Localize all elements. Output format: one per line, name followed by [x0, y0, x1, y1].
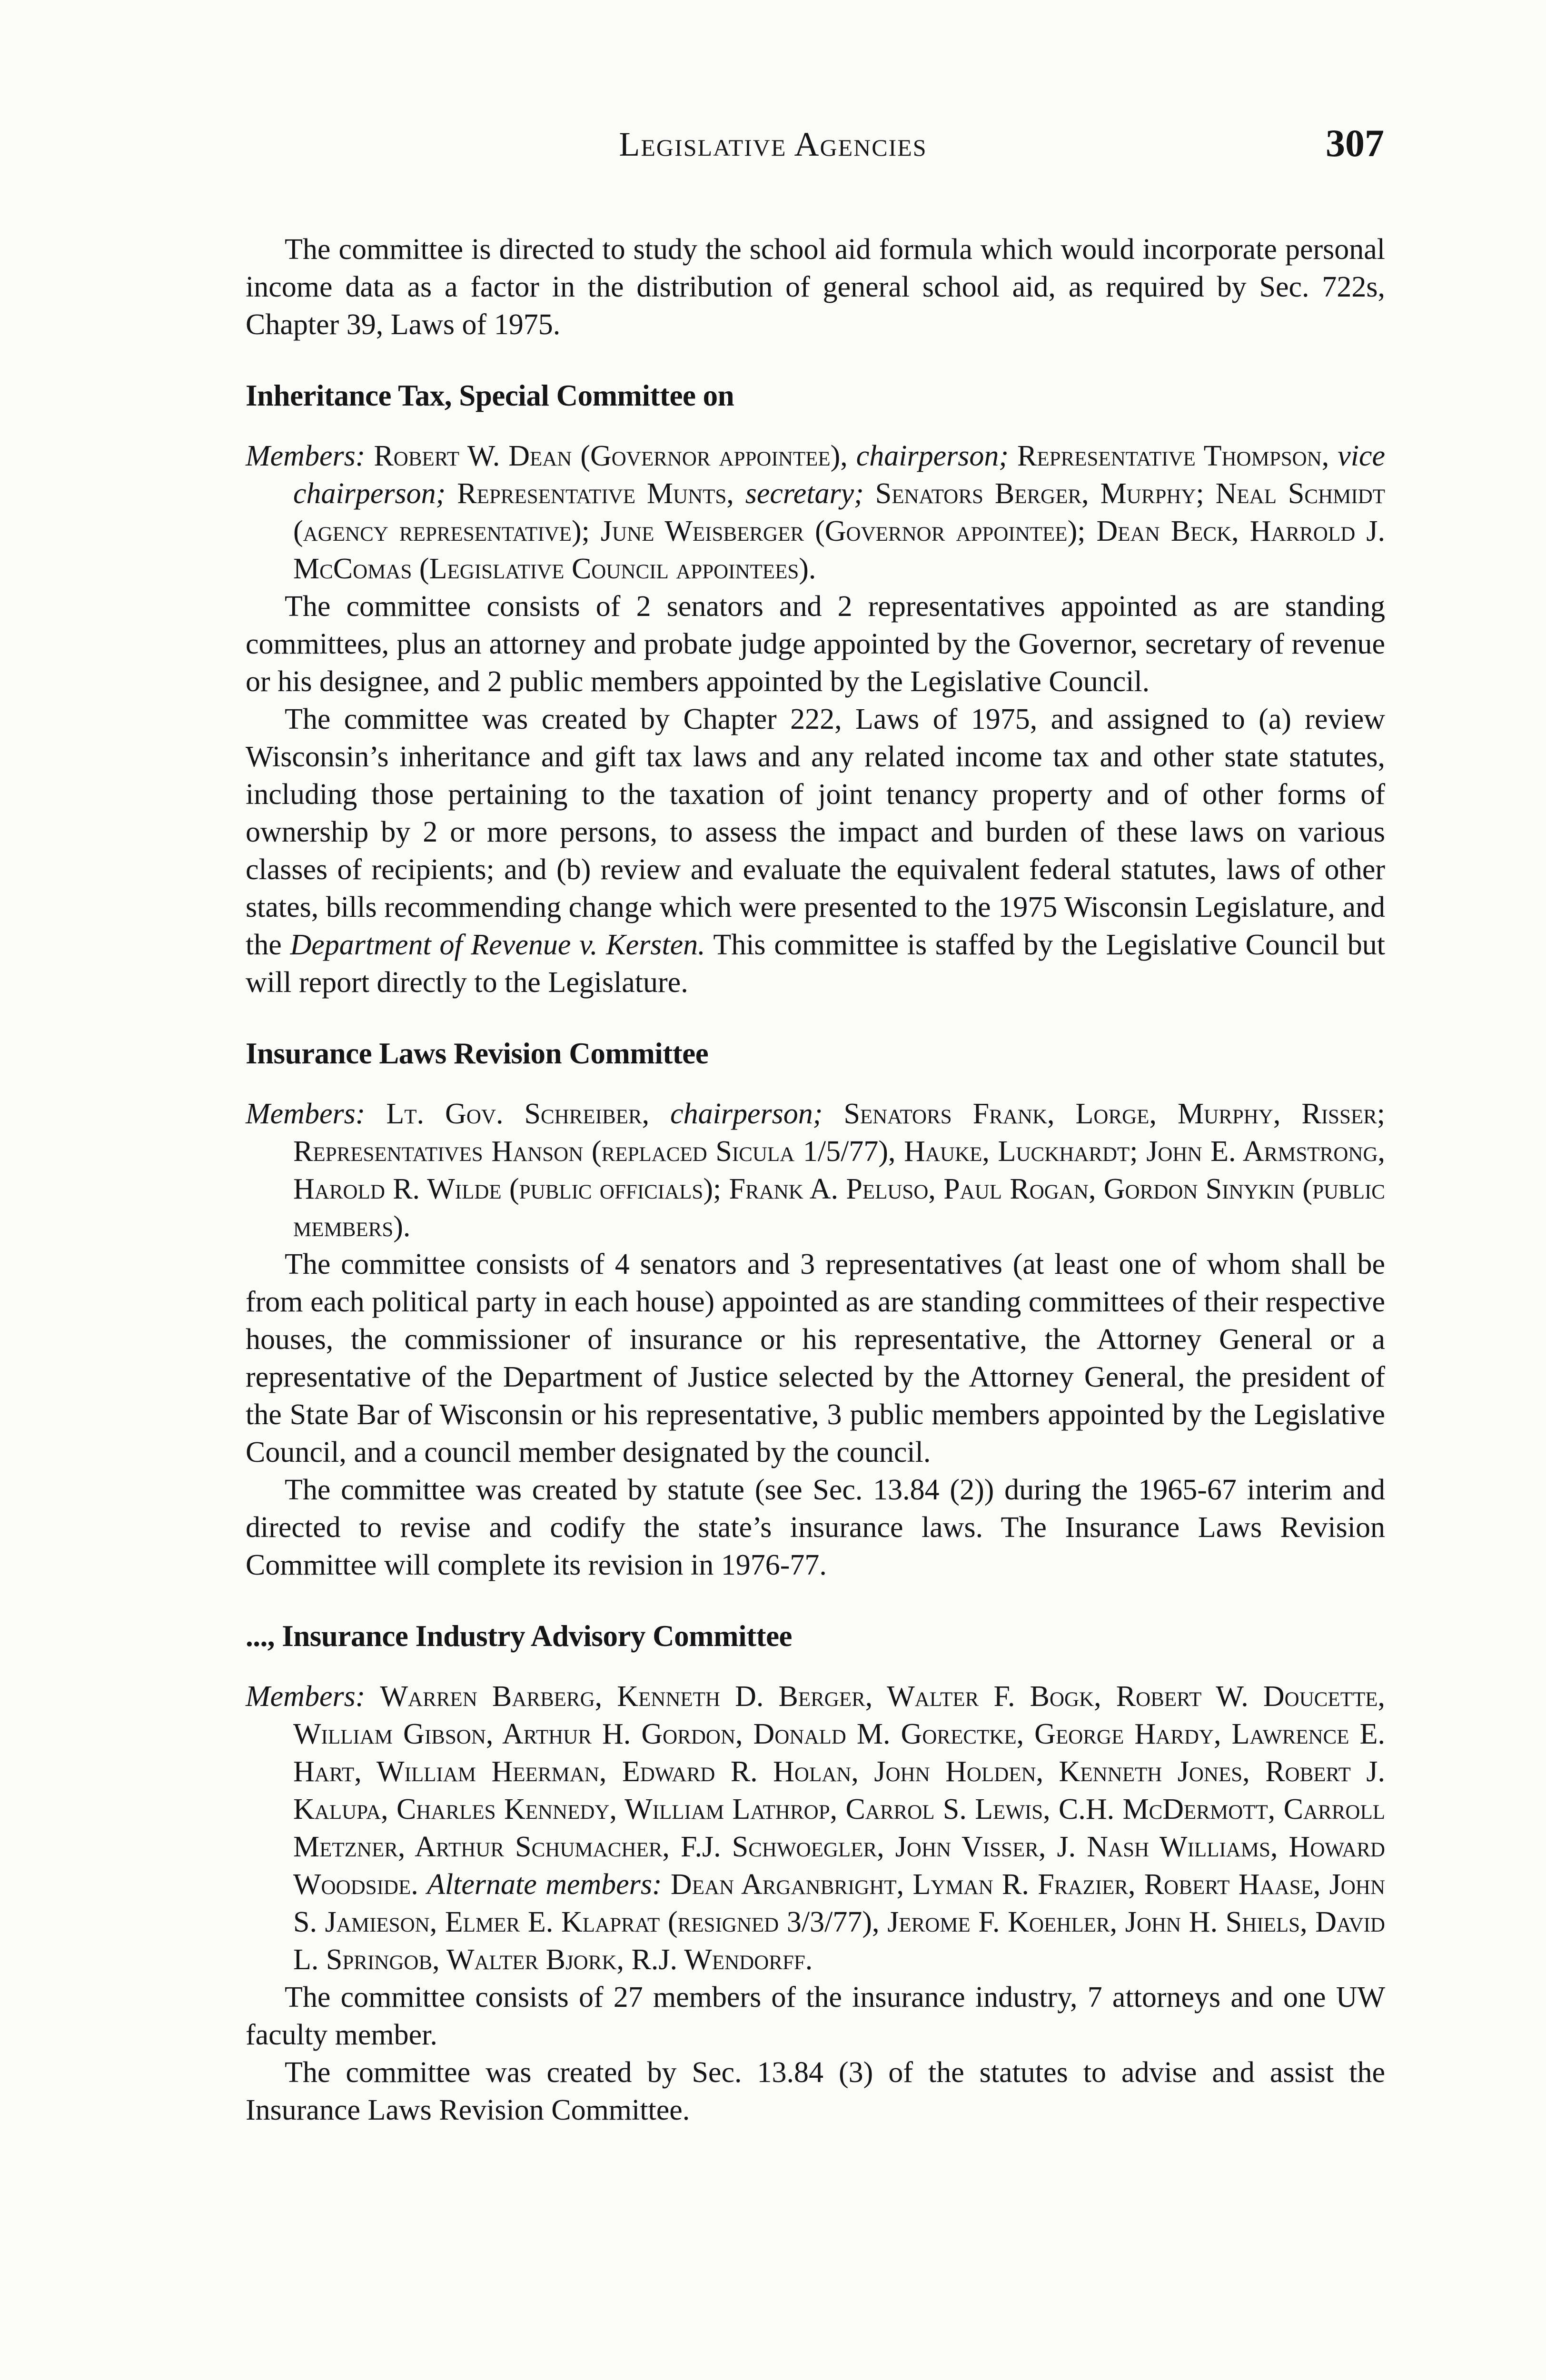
insurance-laws-members: [246, 1095, 1385, 1246]
role-label: secretary;: [745, 477, 864, 510]
inheritance-members: [246, 437, 1385, 588]
members-text: Representative Thompson,: [1017, 440, 1329, 472]
members-label: Members:: [246, 1098, 366, 1130]
members-text: Warren Barberg, Kenneth D. Berger, Walter F. Bogk, Robert W. Doucette, William Gibson, Arthur H. Gordon, Donald M. Gorectke, George Hardy, Lawrence E. Hart, William Heerman, Edward R. Holan, John Holden, Kenneth Jones, Robert J. Kalupa, Charles Kennedy, William Lathrop, Carrol S. Lewis, C.H. McDermott, Carroll Metzner, Arthur Schumacher, F.J. Schwoegler, John Visser, J. Nash Williams, Howard Woodside.: [293, 1680, 1385, 1901]
role-label: chairperson;: [856, 440, 1009, 472]
insurance-laws-paragraph-1: The committee consists of 4 senators and 3 representatives (at least one of whom shall be from each political party in each house) appointed as are standing committees of their respective houses, the commissioner of insurance or his representative, the Attorney General or a representative of the Department of Justice selected by the Attorney General, the president of the State Bar of Wisconsin or his representative, 3 public members appointed by the Legislative Council, and a council member designated by the council.: [246, 1248, 1385, 1468]
running-title: Legislative Agencies: [619, 125, 927, 163]
page-number: 307: [1326, 121, 1384, 165]
members-text: Senators Frank, Lorge, Murphy, Risser; Representatives Hanson (replaced Sicula 1/5/77), Hauke, Luckhardt; John E. Armstrong, Harold R. Wilde (public officials); Frank A. Peluso, Paul Rogan, Gordon Sinykin (public members).: [293, 1098, 1386, 1243]
role-label: vice chairperson;: [293, 440, 1386, 510]
section-heading-insurance-industry: ..., Insurance Industry Advisory Committee: [246, 1619, 793, 1653]
members-text: Senators Berger, Murphy; Neal Schmidt (agency representative); June Weisberger (Governor appointee); Dean Beck, Harrold J. McComas (Legislative Council appointees).: [293, 477, 1386, 585]
case-citation: Department of Revenue v. Kersten.: [290, 929, 705, 961]
alternate-members-label: Alternate members:: [427, 1868, 662, 1901]
members-label: Members:: [246, 1680, 366, 1713]
paragraph-text: This committee is staffed by the Legislative Council but will report directly to the Legislature.: [246, 929, 1385, 999]
alternate-members-text: Dean Arganbright, Lyman R. Frazier, Robert Haase, John S. Jamieson, Elmer E. Klaprat (resigned 3/3/77), Jerome F. Koehler, John H. Shiels, David L. Springob, Walter Bjork, R.J. Wendorff.: [293, 1868, 1386, 1976]
members-text: Lt. Gov. Schreiber,: [386, 1098, 650, 1130]
insurance-industry-paragraph-1: The committee consists of 27 members of the insurance industry, 7 attorneys and one UW faculty member.: [246, 1981, 1385, 2051]
insurance-industry-paragraph-2: The committee was created by Sec. 13.84 (3) of the statutes to advise and assist the Insurance Laws Revision Committee.: [246, 2056, 1385, 2126]
section-heading-inheritance: Inheritance Tax, Special Committee on: [246, 379, 734, 412]
paragraph-text: The committee was created by Chapter 222, Laws of 1975, and assigned to (a) review Wisconsin’s inheritance and gift tax laws and any related income tax and other state statutes, including those pertaining to the taxation of joint tenancy property and of other forms of ownership by 2 or more persons, to assess the impact and burden of these laws on various classes of recipients; and (b) review and evaluate the equivalent federal statutes, laws of other states, bills recommending change which were presented to the 1975 Wisconsin Legislature, and the: [246, 703, 1385, 961]
members-label: Members:: [246, 440, 366, 472]
section-heading-insurance-laws: Insurance Laws Revision Committee: [246, 1037, 709, 1070]
insurance-laws-paragraph-2: The committee was created by statute (see Sec. 13.84 (2)) during the 1965-67 interim and directed to revise and codify the state’s insurance laws. The Insurance Laws Revision Committee will complete its revision in 1976-77.: [246, 1474, 1385, 1581]
members-text: Robert W. Dean (Governor appointee),: [374, 440, 848, 472]
intro-paragraph: The committee is directed to study the school aid formula which would incorporate personal income data as a factor in the distribution of general school aid, as required by Sec. 722s, Chapter 39, Laws of 1975.: [246, 233, 1385, 341]
inheritance-paragraph-2: [246, 701, 1385, 1002]
role-label: chairperson;: [670, 1098, 823, 1130]
body-text: [246, 231, 1385, 2129]
inheritance-paragraph-1: The committee consists of 2 senators and 2 representatives appointed as are standing committees, plus an attorney and probate judge appointed by the Governor, secretary of revenue or his designee, and 2 public members appointed by the Legislative Council.: [246, 590, 1385, 698]
insurance-industry-members: [246, 1678, 1385, 1979]
members-text: Representative Munts,: [457, 477, 734, 510]
